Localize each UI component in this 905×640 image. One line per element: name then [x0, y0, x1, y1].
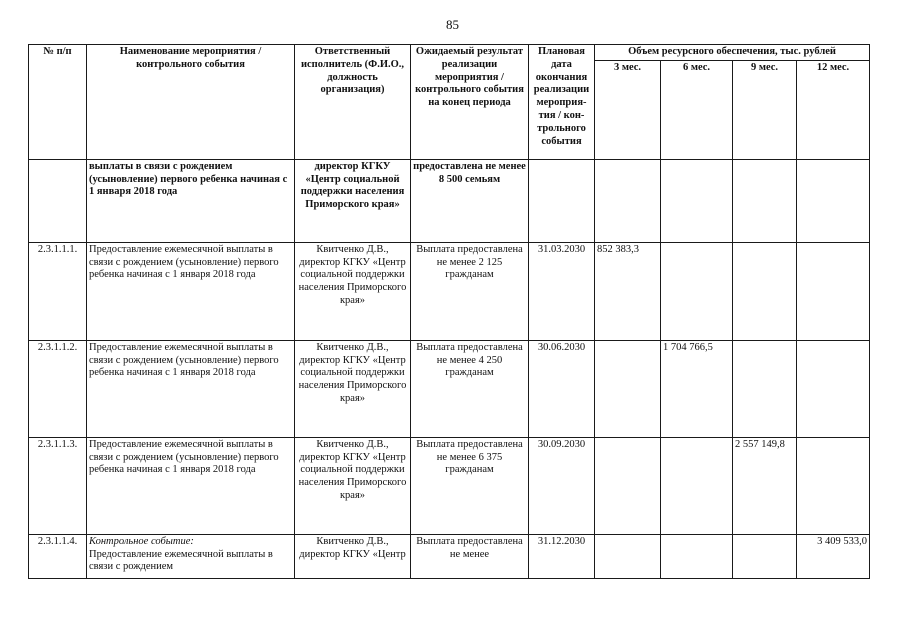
amount-12-months: [797, 159, 870, 242]
expected-result: Выплата предоставлена не менее 4 250 гражданам: [411, 340, 529, 437]
header-12-months: 12 мес.: [797, 60, 870, 159]
amount-9-months: [733, 340, 797, 437]
amount-3-months: 852 383,3: [595, 242, 661, 340]
event-name: [87, 534, 295, 578]
amount-3-months: [595, 437, 661, 534]
amount-9-months: [733, 242, 797, 340]
amount-3-months: [595, 340, 661, 437]
row-number: 2.3.1.1.1.: [29, 242, 87, 340]
event-name-text: Предоставление ежемесячной выплаты в связи с рождением (усыновление) первого ребенка начиная с 1 января 2018 года: [89, 243, 279, 281]
event-name: [87, 242, 295, 340]
event-name-text: Предоставление ежемесячной выплаты в связи с рождением: [89, 548, 273, 573]
table-row: [29, 340, 870, 437]
responsible-person: Квитченко Д.В., директор КГКУ «Центр: [295, 534, 411, 578]
responsible-person: Квитченко Д.В., директор КГКУ «Центр социальной поддержки населения Приморского края»: [295, 437, 411, 534]
event-name: [87, 340, 295, 437]
amount-9-months: [733, 534, 797, 578]
event-name-text: Предоставление ежемесячной выплаты в связи с рождением (усыновление) первого ребенка начиная с 1 января 2018 года: [89, 341, 279, 379]
end-date: 31.03.2030: [529, 242, 595, 340]
amount-12-months: 3 409 533,0: [797, 534, 870, 578]
amount-3-months: [595, 159, 661, 242]
event-name: [87, 159, 295, 242]
header-9-months: 9 мес.: [733, 60, 797, 159]
end-date: [529, 159, 595, 242]
responsible-person: директор КГКУ «Центр социальной поддержки населения Приморского края»: [295, 159, 411, 242]
header-3-months: 3 мес.: [595, 60, 661, 159]
row-number: 2.3.1.1.4.: [29, 534, 87, 578]
table-row: [29, 159, 870, 242]
header-date: Плановая дата окончания реализации мероприя-тия / кон-трольного события: [529, 45, 595, 160]
amount-9-months: 2 557 149,8: [733, 437, 797, 534]
amount-12-months: [797, 437, 870, 534]
table-row: [29, 437, 870, 534]
table-row: [29, 534, 870, 578]
event-name-text: Предоставление ежемесячной выплаты в связи с рождением (усыновление) первого ребенка начиная с 1 января 2018 года: [89, 438, 279, 476]
header-result: Ожидаемый результат реализации мероприятия / контрольного события на конец периода: [411, 45, 529, 160]
page-number: 85: [446, 17, 459, 32]
amount-12-months: [797, 242, 870, 340]
amount-3-months: [595, 534, 661, 578]
amount-6-months: [661, 159, 733, 242]
event-name-text: выплаты в связи с рождением (усыновление) первого ребенка начиная с 1 января 2018 года: [89, 160, 288, 198]
header-name: Наименование мероприятия / контрольного события: [87, 45, 295, 160]
row-number: 2.3.1.1.2.: [29, 340, 87, 437]
expected-result: Выплата предоставлена не менее: [411, 534, 529, 578]
row-number: [29, 159, 87, 242]
amount-9-months: [733, 159, 797, 242]
responsible-person: Квитченко Д.В., директор КГКУ «Центр социальной поддержки населения Приморского края»: [295, 340, 411, 437]
end-date: 30.09.2030: [529, 437, 595, 534]
control-event-label: Контрольное событие:: [89, 535, 194, 547]
end-date: 30.06.2030: [529, 340, 595, 437]
amount-6-months: [661, 437, 733, 534]
row-number: 2.3.1.1.3.: [29, 437, 87, 534]
expected-result: предоставлена не менее 8 500 семьям: [411, 159, 529, 242]
amount-6-months: [661, 534, 733, 578]
events-table: [28, 44, 870, 579]
expected-result: Выплата предоставлена не менее 2 125 гражданам: [411, 242, 529, 340]
amount-12-months: [797, 340, 870, 437]
event-name: [87, 437, 295, 534]
header-resources: Объем ресурсного обеспечения, тыс. рублей: [595, 45, 870, 61]
table-row: [29, 242, 870, 340]
responsible-person: Квитченко Д.В., директор КГКУ «Центр социальной поддержки населения Приморского края»: [295, 242, 411, 340]
header-responsible: Ответственный исполнитель (Ф.И.О., должность организация): [295, 45, 411, 160]
end-date: 31.12.2030: [529, 534, 595, 578]
header-num: № п/п: [29, 45, 87, 160]
expected-result: Выплата предоставлена не менее 6 375 гражданам: [411, 437, 529, 534]
header-6-months: 6 мес.: [661, 60, 733, 159]
amount-6-months: 1 704 766,5: [661, 340, 733, 437]
amount-6-months: [661, 242, 733, 340]
